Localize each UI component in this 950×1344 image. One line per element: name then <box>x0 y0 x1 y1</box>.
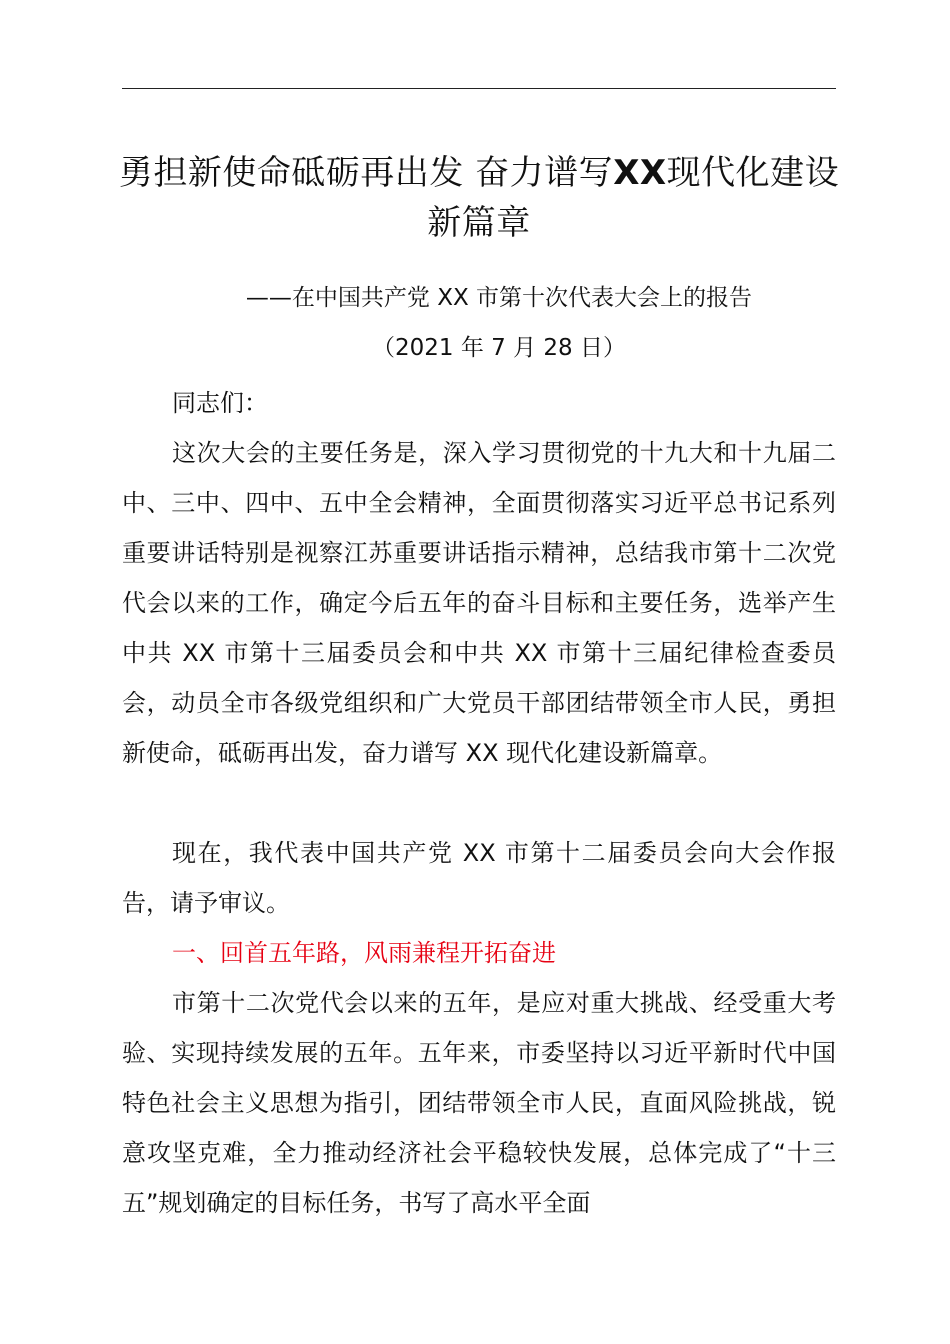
document-date: （2021 年 7 月 28 日） <box>372 335 626 361</box>
document-subtitle: ——在中国共产党 XX 市第十次代表大会上的报告 <box>245 285 753 311</box>
document-title <box>110 148 848 248</box>
title-part1: 勇担新使命砥砺再出发 奋力谱写 <box>118 153 614 193</box>
greeting: 同志们： <box>172 389 268 417</box>
header-rule <box>122 88 836 89</box>
section-1-heading: 一、回首五年路，风雨兼程开拓奋进 <box>172 939 556 967</box>
paragraph-3: 市第十二次党代会以来的五年，是应对重大挑战、经受重大考验、实现持续发展的五年。五年来，市委坚持以习近平新时代中国特色社会主义思想为指引，团结带领全市人民，直面风险挑战，锐意攻坚克难，全力推动经济社会平稳较快发展，总体完成了“十三五”规划确定的目标任务，书写了高水平全面 <box>122 989 836 1217</box>
title-bold-xx: XX <box>613 153 667 193</box>
paragraph-2: 现在，我代表中国共产党 XX 市第十二届委员会向大会作报告，请予审议。 <box>122 839 836 917</box>
paragraph-1: 这次大会的主要任务是，深入学习贯彻党的十九大和十九届二中、三中、四中、五中全会精神，全面贯彻落实习近平总书记系列重要讲话特别是视察江苏重要讲话指示精神，总结我市第十二次党代会以来的工作，确定今后五年的奋斗目标和主要任务，选举产生中共 XX 市第十三届委员会和中共 XX 市第十三届纪律检查委员会，动员全市各级党组织和广大党员干部团结带领全市人民，勇担新使命，砥砺再出发，奋力谱写 XX 现代化建设新篇章。 <box>122 439 836 767</box>
title-part2: 现代化建设新篇章 <box>427 153 840 243</box>
